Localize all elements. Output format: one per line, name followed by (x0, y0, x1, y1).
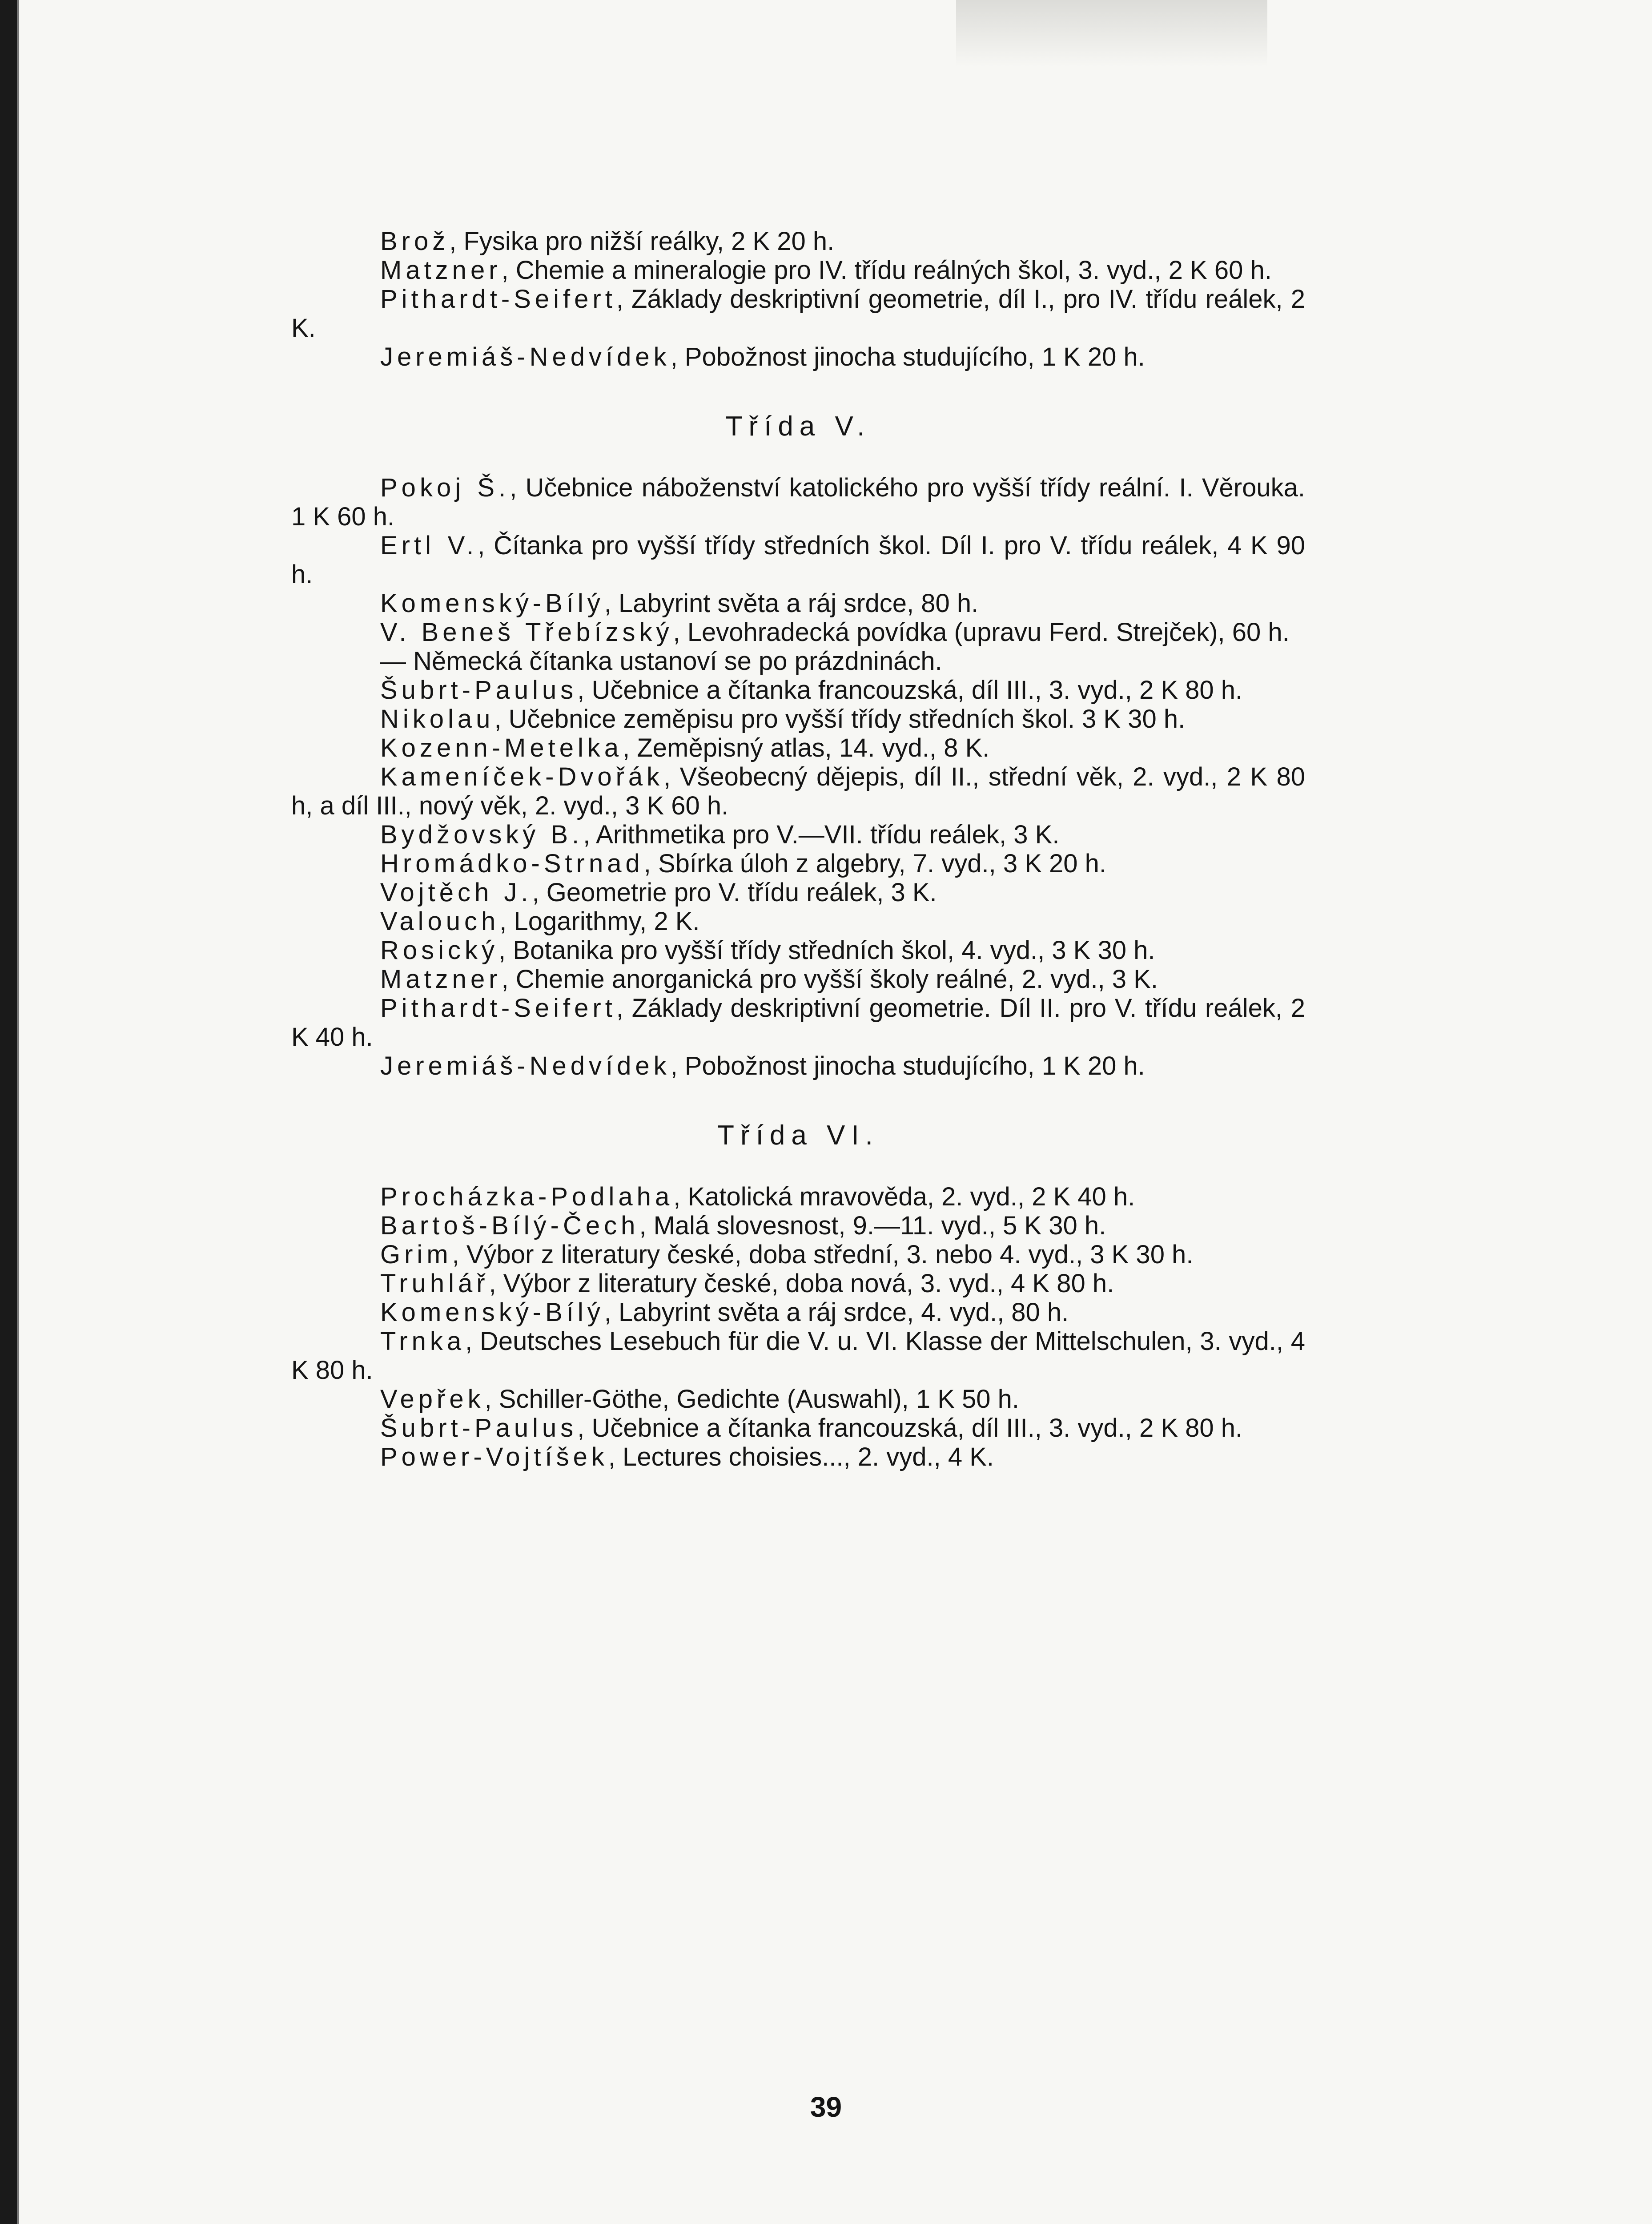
entry-details: , Pobožnost jinocha studujícího, 1 K 20 h. (670, 1052, 1145, 1080)
entry-author: Jeremiáš-Nedvídek (380, 1052, 671, 1080)
entry-author: Šubrt-Paulus (380, 676, 578, 705)
entry-details: , Základy deskriptivní geometrie. Díl II. pro V. třídu reálek, 2 K 40 h. (291, 994, 1305, 1052)
page-number: 39 (810, 2091, 842, 2123)
book-entry (291, 1385, 1305, 1414)
book-entry (291, 1269, 1305, 1298)
entry-author: Vepřek (380, 1385, 485, 1414)
book-entry (291, 907, 1305, 936)
entry-author: Nikolau (380, 705, 494, 733)
book-entry (291, 1442, 1305, 1471)
entry-details: , Fysika pro nižší reálky, 2 K 20 h. (449, 227, 835, 256)
entry-author: Komenský-Bílý (380, 589, 604, 618)
entry-author: Komenský-Bílý (380, 1298, 604, 1327)
book-entry (291, 936, 1305, 965)
book-entry (291, 256, 1305, 285)
book-entry (291, 1327, 1305, 1385)
book-entry (291, 820, 1305, 849)
book-entry (291, 762, 1305, 820)
entry-details: , Labyrint světa a ráj srdce, 4. vyd., 80 h. (604, 1298, 1069, 1327)
scan-top-shadow (956, 0, 1267, 67)
book-entry (291, 849, 1305, 878)
entry-details: , Deutsches Lesebuch für die V. u. VI. Klasse der Mittelschulen, 3. vyd., 4 K 80 h. (291, 1327, 1305, 1385)
entry-author: Trnka (380, 1327, 466, 1356)
entry-details: , Sbírka úloh z algebry, 7. vyd., 3 K 20 h. (643, 849, 1107, 878)
entry-details: — Německá čítanka ustanoví se po prázdninách. (380, 647, 942, 676)
book-entry (291, 1240, 1305, 1269)
book-entry (291, 994, 1305, 1052)
book-entry (291, 1298, 1305, 1327)
document-body (291, 227, 1305, 1471)
book-entry (291, 647, 1305, 676)
entry-author: V. Beneš Třebízský (380, 618, 673, 647)
entry-details: , Chemie anorganická pro vyšší školy reálné, 2. vyd., 3 K. (501, 965, 1158, 994)
entry-author: Matzner (380, 256, 502, 285)
entry-author: Power-Vojtíšek (380, 1442, 608, 1471)
entry-details: , Geometrie pro V. třídu reálek, 3 K. (532, 878, 937, 907)
section-heading: Třída VI. (717, 1120, 879, 1151)
entry-details: , Arithmetika pro V.—VII. třídu reálek, 3 K. (583, 820, 1060, 849)
entry-details: , Katolická mravověda, 2. vyd., 2 K 40 h. (673, 1182, 1135, 1211)
entry-details: , Labyrint světa a ráj srdce, 80 h. (604, 589, 979, 618)
book-entry (291, 1414, 1305, 1442)
entry-details: , Základy deskriptivní geometrie, díl I., pro IV. třídu reálek, 2 K. (291, 285, 1305, 342)
entry-author: Ertl V. (380, 531, 478, 560)
entry-details: , Schiller-Göthe, Gedichte (Auswahl), 1 K 50 h. (484, 1385, 1020, 1414)
entry-author: Pithardt-Seifert (380, 285, 616, 314)
entry-details: , Všeobecný dějepis, díl II., střední věk, 2. vyd., 2 K 80 h, a díl III., nový věk, 2. vyd., 3 K 60 h. (291, 762, 1305, 820)
entry-details: , Čítanka pro vyšší třídy středních škol. Díl I. pro V. třídu reálek, 4 K 90 h. (291, 531, 1305, 589)
book-entry (291, 676, 1305, 705)
entry-author: Truhlář (380, 1269, 489, 1298)
entry-author: Kameníček-Dvořák (380, 762, 664, 791)
entry-author: Procházka-Podlaha (380, 1182, 674, 1211)
entry-details: , Učebnice a čítanka francouzská, díl III., 3. vyd., 2 K 80 h. (577, 676, 1243, 705)
book-entry (291, 1211, 1305, 1240)
entry-details: , Učebnice náboženství katolického pro vyšší třídy reální. I. Věrouka. 1 K 60 h. (291, 473, 1305, 531)
book-entry (291, 733, 1305, 762)
book-entry (291, 531, 1305, 589)
entry-author: Rosický (380, 936, 499, 965)
scan-edge-line (17, 0, 19, 2224)
entry-details: , Výbor z literatury české, doba střední, 3. nebo 4. vyd., 3 K 30 h. (452, 1240, 1194, 1269)
book-entry (291, 342, 1305, 371)
entry-details: , Učebnice a čítanka francouzská, díl III., 3. vyd., 2 K 80 h. (577, 1414, 1243, 1442)
entry-author: Pithardt-Seifert (380, 994, 616, 1023)
entry-author: Valouch (380, 907, 500, 936)
entry-author: Hromádko-Strnad (380, 849, 644, 878)
entry-author: Vojtěch J. (380, 878, 532, 907)
book-entry (291, 1052, 1305, 1080)
entry-details: , Malá slovesnost, 9.—11. vyd., 5 K 30 h. (639, 1211, 1106, 1240)
entry-details: , Botanika pro vyšší třídy středních škol, 4. vyd., 3 K 30 h. (498, 936, 1155, 965)
entry-author: Bydžovský B. (380, 820, 583, 849)
book-entry (291, 965, 1305, 994)
book-entry (291, 1182, 1305, 1211)
entry-details: , Lectures choisies..., 2. vyd., 4 K. (608, 1442, 994, 1471)
book-entry (291, 285, 1305, 342)
entry-author: Kozenn-Metelka (380, 733, 623, 762)
entry-author: Brož (380, 227, 450, 256)
entry-author: Jeremiáš-Nedvídek (380, 342, 671, 371)
book-entry (291, 589, 1305, 618)
book-entry (291, 705, 1305, 733)
entry-author: Pokoj Š. (380, 473, 510, 502)
book-entry (291, 473, 1305, 531)
entry-details: , Výbor z literatury české, doba nová, 3. vyd., 4 K 80 h. (489, 1269, 1114, 1298)
entry-author: Grim (380, 1240, 452, 1269)
section-heading: Třída V. (725, 411, 871, 442)
book-entry (291, 878, 1305, 907)
entry-details: , Chemie a mineralogie pro IV. třídu reálných škol, 3. vyd., 2 K 60 h. (501, 256, 1272, 285)
entry-details: , Pobožnost jinocha studujícího, 1 K 20 h. (670, 342, 1145, 371)
entry-author: Šubrt-Paulus (380, 1414, 578, 1442)
entry-author: Matzner (380, 965, 502, 994)
book-entry (291, 618, 1305, 647)
entry-author: Bartoš-Bílý-Čech (380, 1211, 639, 1240)
entry-details: , Logarithmy, 2 K. (499, 907, 700, 936)
entry-details: , Zeměpisný atlas, 14. vyd., 8 K. (623, 733, 990, 762)
scan-left-edge (0, 0, 17, 2224)
entry-details: , Levohradecká povídka (upravu Ferd. Strejček), 60 h. (673, 618, 1290, 647)
book-entry (291, 227, 1305, 256)
entry-details: , Učebnice zeměpisu pro vyšší třídy středních škol. 3 K 30 h. (494, 705, 1186, 733)
